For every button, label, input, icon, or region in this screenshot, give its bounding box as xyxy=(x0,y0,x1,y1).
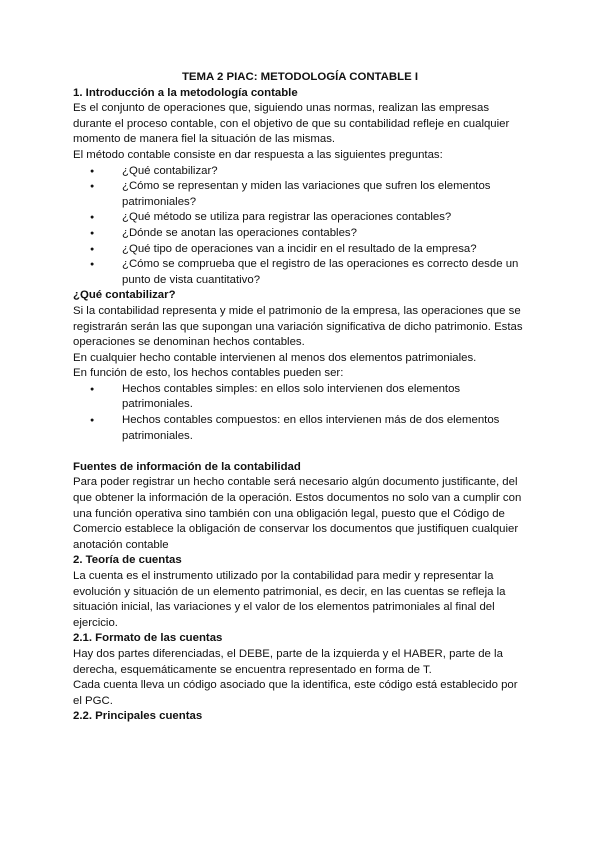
heading-formato-cuentas: 2.1. Formato de las cuentas xyxy=(73,632,223,645)
list-item: ● ¿Dónde se anotan las operaciones contables? xyxy=(87,226,527,242)
paragraph: La cuenta es el instrumento utilizado por la contabilidad para medir y representar la evolución y situación de un elemento patrimonial, es decir, en las cuentas se refleja la situación inicial, las variaciones y el valor de los elementos patrimoniales al final del ejercicio. xyxy=(73,570,506,629)
list-item: ● ¿Cómo se representan y miden las variaciones que sufren los elementos patrimoniales? xyxy=(87,179,527,210)
heading-que-contabilizar: ¿Qué contabilizar? xyxy=(73,289,176,302)
paragraph: El método contable consiste en dar respuesta a las siguientes preguntas: xyxy=(73,148,443,161)
list-item: ● ¿Qué contabilizar? xyxy=(87,164,527,180)
paragraph: En función de esto, los hechos contables pueden ser: xyxy=(73,367,344,380)
paragraph: Si la contabilidad representa y mide el patrimonio de la empresa, las operaciones que se registrarán serán las que supongan una variación significativa de dicho patrimonio. Estas operaciones se denominan hechos contables. xyxy=(73,304,523,349)
paragraph: Cada cuenta lleva un código asociado que la identifica, este código está establecido por el PGC. xyxy=(73,679,518,707)
list-item: ● Hechos contables compuestos: en ellos intervienen más de dos elementos patrimoniales. xyxy=(87,413,527,444)
heading-teoria-cuentas: 2. Teoría de cuentas xyxy=(73,554,182,567)
list-item: ● ¿Qué método se utiliza para registrar las operaciones contables? xyxy=(87,210,527,226)
list-item: ● Hechos contables simples: en ellos solo intervienen dos elementos patrimoniales. xyxy=(87,382,527,413)
heading-principales-cuentas: 2.2. Principales cuentas xyxy=(73,710,203,723)
paragraph: En cualquier hecho contable intervienen al menos dos elementos patrimoniales. xyxy=(73,351,477,364)
paragraph: Hay dos partes diferenciadas, el DEBE, parte de la izquierda y el HABER, parte de la derecha, esquemáticamente se encuentra representado en forma de T. xyxy=(73,647,503,676)
list-item: ● ¿Qué tipo de operaciones van a incidir en el resultado de la empresa? xyxy=(87,242,527,258)
paragraph: Para poder registrar un hecho contable será necesario algún documento justificante, del que obtener la información de la operación. Estos documentos no solo van a cumplir con una función operativa sino también con una obligación legal, puesto que el Código de Comercio establece la obligación de conservar los documentos que justifiquen cualquier anotación contable xyxy=(73,476,522,551)
list-item: ● ¿Cómo se comprueba que el registro de las operaciones es correcto desde un punto de vista cuantitativo? xyxy=(87,257,527,288)
questions-list xyxy=(73,164,527,289)
hechos-list xyxy=(73,382,527,444)
heading-fuentes: Fuentes de información de la contabilidad xyxy=(73,460,301,473)
heading-introduccion: 1. Introducción a la metodología contable xyxy=(73,86,298,99)
spacer xyxy=(73,444,527,460)
paragraph: Es el conjunto de operaciones que, siguiendo unas normas, realizan las empresas durante el proceso contable, con el objetivo de que su contabilidad refleje en cualquier momento de manera fiel la situación de las mismas. xyxy=(73,102,510,146)
document-title: TEMA 2 PIAC: METODOLOGÍA CONTABLE I xyxy=(181,71,419,83)
